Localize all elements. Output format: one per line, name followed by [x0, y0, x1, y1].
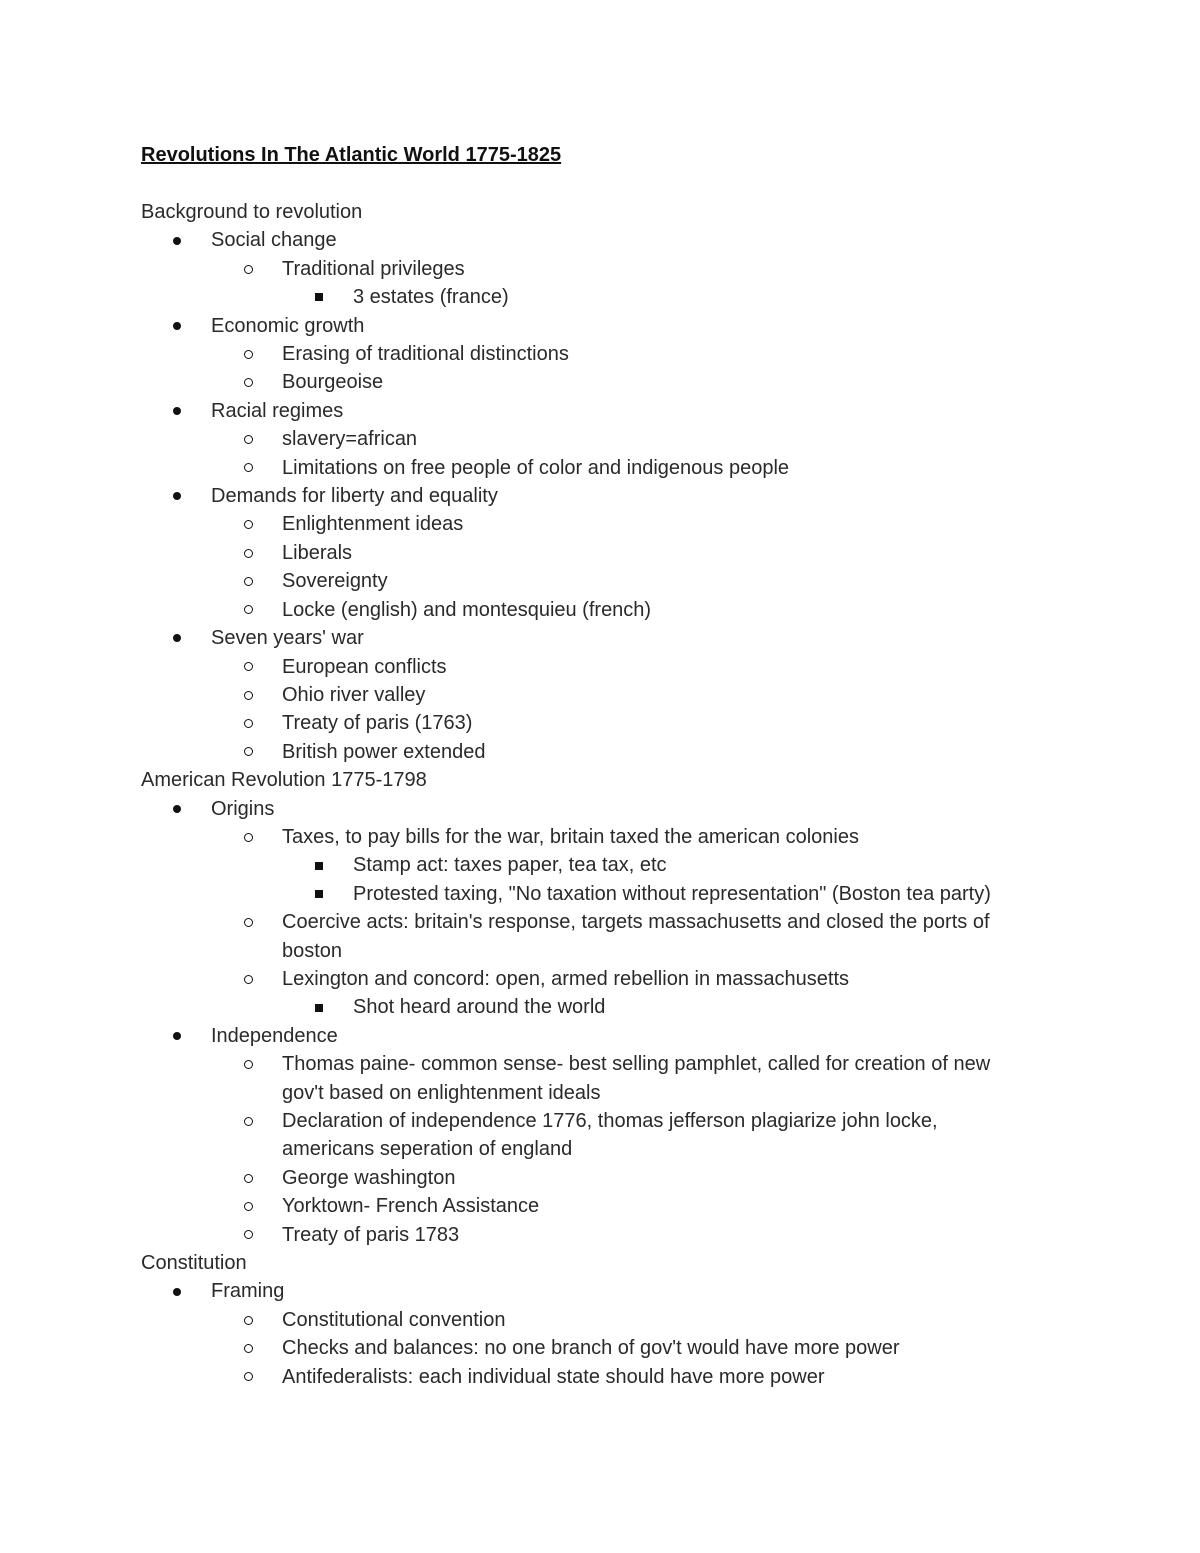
bullet-circle-icon	[244, 833, 253, 842]
list-item	[141, 482, 1061, 510]
bullet-marker	[244, 1334, 282, 1362]
bullet-circle-icon	[244, 1117, 253, 1126]
line-text: Independence	[211, 1024, 338, 1047]
bullet-marker	[244, 1135, 282, 1163]
line-text: Demands for liberty and equality	[211, 485, 498, 508]
list-item	[141, 1334, 1061, 1362]
bullet-circle-icon	[244, 435, 253, 444]
line-text: Background to revolution	[141, 201, 363, 223]
bullet-circle-icon	[244, 1230, 253, 1239]
line-text: Shot heard around the world	[353, 996, 606, 1019]
line-text: Enlightenment ideas	[282, 513, 464, 536]
list-item	[141, 1050, 1061, 1078]
bullet-marker	[244, 567, 282, 595]
bullet-marker	[244, 823, 282, 851]
list-item	[141, 425, 1061, 453]
bullet-marker	[244, 1221, 282, 1249]
bullet-circle-icon	[244, 1202, 253, 1211]
list-item	[141, 596, 1061, 624]
list-item	[141, 226, 1061, 254]
bullet-circle-icon	[244, 747, 253, 756]
list-item	[141, 1192, 1061, 1220]
list-item	[141, 397, 1061, 425]
bullet-marker	[244, 1164, 282, 1192]
line-text: Bourgeoise	[282, 371, 384, 394]
bullet-marker	[244, 738, 282, 766]
bullet-marker	[244, 1050, 282, 1078]
bullet-marker	[244, 1363, 282, 1391]
line-text: European conflicts	[282, 655, 447, 678]
list-item	[141, 738, 1061, 766]
line-text: British power extended	[282, 740, 486, 763]
bullet-marker	[244, 539, 282, 567]
line-text: americans seperation of england	[282, 1138, 573, 1161]
list-item	[141, 340, 1061, 368]
line-text: Constitution	[141, 1252, 247, 1275]
bullet-circle-icon	[244, 1060, 253, 1069]
bullet-circle-icon	[244, 918, 253, 927]
bullet-dot-icon	[173, 322, 181, 330]
bullet-marker	[244, 596, 282, 624]
line-text: Treaty of paris 1783	[282, 1223, 460, 1246]
line-text: Stamp act: taxes paper, tea tax, etc	[353, 854, 667, 877]
bullet-marker	[244, 425, 282, 453]
list-item	[141, 510, 1061, 538]
bullet-marker	[173, 397, 211, 425]
line-text: Yorktown- French Assistance	[282, 1195, 540, 1218]
list-item	[141, 681, 1061, 709]
bullet-marker	[173, 226, 211, 254]
line-text: Framing	[211, 1280, 285, 1303]
bullet-circle-icon	[244, 350, 253, 359]
line-text: American Revolution 1775-1798	[141, 769, 427, 792]
list-item	[141, 539, 1061, 567]
line-text: George washington	[282, 1166, 456, 1189]
list-item	[141, 1079, 1061, 1107]
bullet-square-icon	[315, 890, 323, 898]
list-item	[141, 567, 1061, 595]
line-text: slavery=african	[282, 428, 418, 451]
list-item	[141, 454, 1061, 482]
bullet-marker	[244, 340, 282, 368]
list-item	[141, 709, 1061, 737]
bullet-circle-icon	[244, 1344, 253, 1353]
bullet-marker	[244, 368, 282, 396]
list-item	[141, 1363, 1061, 1391]
bullet-dot-icon	[173, 492, 181, 500]
bullet-circle-icon	[244, 1372, 253, 1381]
bullet-marker	[244, 908, 282, 936]
line-text: 3 estates (france)	[353, 286, 509, 309]
line-text: Treaty of paris (1763)	[282, 712, 473, 735]
line-text: Ohio river valley	[282, 683, 426, 706]
list-item	[141, 1135, 1061, 1163]
bullet-circle-icon	[244, 463, 253, 472]
list-item	[141, 368, 1061, 396]
bullet-marker	[315, 993, 353, 1021]
bullet-circle-icon	[244, 265, 253, 274]
bullet-marker	[244, 1107, 282, 1135]
bullet-circle-icon	[244, 1316, 253, 1325]
list-item	[141, 880, 1061, 908]
bullet-marker	[244, 681, 282, 709]
line-text: Racial regimes	[211, 399, 344, 422]
bullet-marker	[244, 1306, 282, 1334]
bullet-marker	[244, 937, 282, 965]
list-item	[141, 283, 1061, 311]
line-text: Thomas paine- common sense- best selling pamphlet, called for creation of new	[282, 1053, 991, 1076]
bullet-marker	[244, 510, 282, 538]
bullet-circle-icon	[244, 549, 253, 558]
list-item	[141, 908, 1061, 936]
list-item	[141, 937, 1061, 965]
bullet-marker	[173, 482, 211, 510]
list-item	[141, 1221, 1061, 1249]
bullet-dot-icon	[173, 805, 181, 813]
bullet-marker	[244, 255, 282, 283]
bullet-circle-icon	[244, 605, 253, 614]
bullet-square-icon	[315, 293, 323, 301]
bullet-circle-icon	[244, 520, 253, 529]
document-title: Revolutions In The Atlantic World 1775-1825	[141, 144, 562, 166]
list-item	[141, 624, 1061, 652]
bullet-circle-icon	[244, 662, 253, 671]
line-text: Origins	[211, 797, 275, 820]
bullet-dot-icon	[173, 634, 181, 642]
line-text: Coercive acts: britain's response, targets massachusetts and closed the ports of	[282, 911, 990, 934]
line-text: Economic growth	[211, 314, 365, 337]
line-text: Locke (english) and montesquieu (french)	[282, 598, 652, 621]
bullet-square-icon	[315, 1004, 323, 1012]
line-text: Constitutional convention	[282, 1308, 506, 1331]
bullet-marker	[244, 454, 282, 482]
line-text: Sovereignty	[282, 570, 388, 593]
bullet-circle-icon	[244, 577, 253, 586]
list-item	[141, 795, 1061, 823]
bullet-marker	[173, 1022, 211, 1050]
bullet-dot-icon	[173, 1032, 181, 1040]
line-text: Liberals	[282, 541, 353, 564]
line-text: boston	[282, 939, 343, 962]
bullet-circle-icon	[244, 1174, 253, 1183]
line-text: Limitations on free people of color and indigenous people	[282, 456, 790, 479]
list-item	[141, 965, 1061, 993]
list-item	[141, 1277, 1061, 1305]
bullet-marker	[244, 653, 282, 681]
bullet-marker	[173, 624, 211, 652]
line-text: Social change	[211, 229, 337, 252]
bullet-circle-icon	[244, 975, 253, 984]
bullet-circle-icon	[244, 719, 253, 728]
line-text: Erasing of traditional distinctions	[282, 343, 569, 366]
line-text: Lexington and concord: open, armed rebellion in massachusetts	[282, 967, 850, 990]
outline-list	[141, 198, 1061, 1391]
list-item	[141, 993, 1061, 1021]
section-heading	[141, 1249, 1061, 1277]
list-item	[141, 653, 1061, 681]
line-text: Traditional privileges	[282, 257, 465, 280]
list-item	[141, 312, 1061, 340]
list-item	[141, 823, 1061, 851]
list-item	[141, 851, 1061, 879]
bullet-marker	[244, 709, 282, 737]
bullet-circle-icon	[244, 691, 253, 700]
list-item	[141, 1306, 1061, 1334]
bullet-marker	[315, 283, 353, 311]
bullet-marker	[244, 1192, 282, 1220]
bullet-marker	[173, 312, 211, 340]
bullet-circle-icon	[244, 378, 253, 387]
line-text: Antifederalists: each individual state should have more power	[282, 1365, 825, 1388]
bullet-marker	[315, 880, 353, 908]
bullet-marker	[173, 795, 211, 823]
list-item	[141, 1022, 1061, 1050]
line-text: Declaration of independence 1776, thomas jefferson plagiarize john locke,	[282, 1110, 938, 1132]
line-text: Protested taxing, "No taxation without representation" (Boston tea party)	[353, 882, 991, 905]
bullet-dot-icon	[173, 407, 181, 415]
bullet-square-icon	[315, 862, 323, 870]
bullet-marker	[315, 851, 353, 879]
bullet-marker	[244, 1079, 282, 1107]
list-item	[141, 1164, 1061, 1192]
line-text: Checks and balances: no one branch of gov't would have more power	[282, 1337, 900, 1360]
line-text: Taxes, to pay bills for the war, britain taxed the american colonies	[282, 825, 859, 848]
bullet-marker	[244, 965, 282, 993]
line-text: Seven years' war	[211, 627, 364, 650]
section-heading	[141, 766, 1061, 794]
line-text: gov't based on enlightenment ideals	[282, 1081, 601, 1104]
bullet-dot-icon	[173, 1288, 181, 1296]
list-item	[141, 1107, 1061, 1135]
section-heading	[141, 198, 1061, 226]
bullet-marker	[173, 1277, 211, 1305]
list-item	[141, 255, 1061, 283]
bullet-dot-icon	[173, 237, 181, 245]
